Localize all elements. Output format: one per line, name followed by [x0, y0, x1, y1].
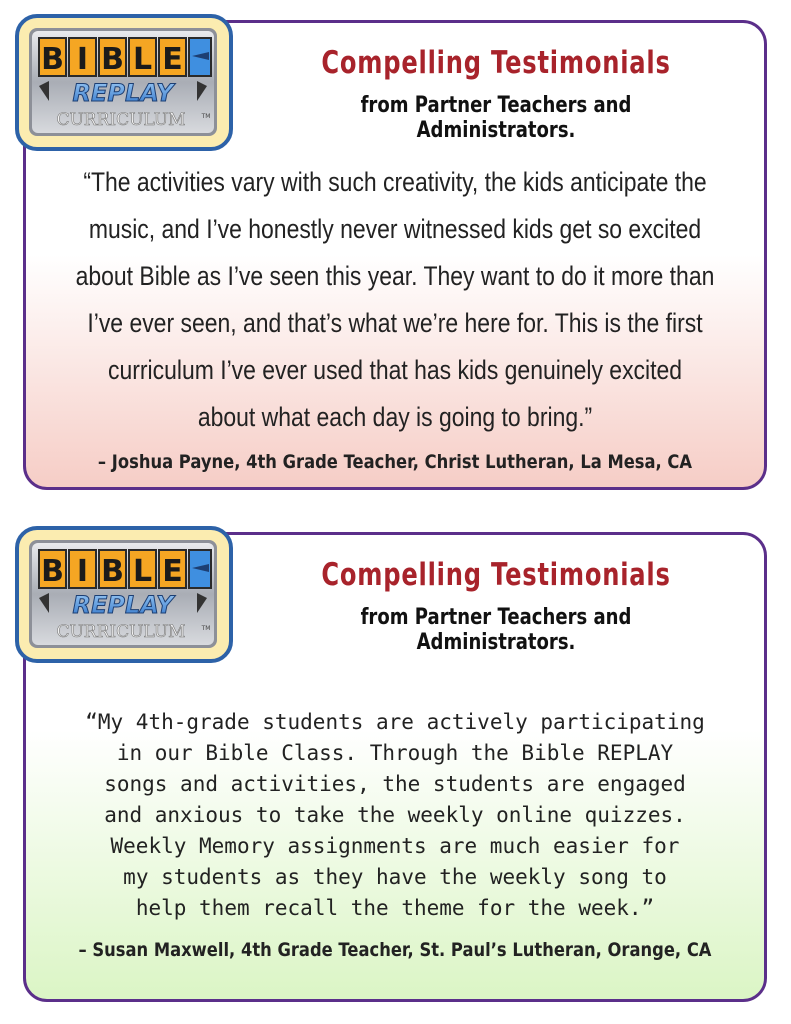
logo-letter: I — [76, 42, 89, 77]
logo-curriculum-text: CURRICULUM — [56, 622, 186, 642]
logo-letter: B — [41, 554, 64, 589]
logo-letter: B — [101, 42, 124, 77]
logo-letter: B — [101, 554, 124, 589]
logo-trademark: TM — [201, 625, 211, 632]
quote-line: Weekly Memory assignments are much easier for — [110, 834, 680, 858]
logo-letter: E — [162, 554, 183, 589]
bible-replay-logo-graphic — [27, 26, 221, 140]
bible-replay-logo-graphic — [27, 538, 221, 652]
quote-line: curriculum I’ve ever used that has kids genuinely excited — [107, 355, 683, 385]
testimonial-attribution: – Susan Maxwell, 4th Grade Teacher, St. Paul’s Lutheran, Orange, CA — [78, 939, 712, 961]
quote-line: “The activities vary with such creativity, the kids anticipate the — [83, 167, 707, 197]
quote-line: my students as they have the weekly song to — [123, 865, 667, 889]
testimonial-title: Compelling Testimonials — [321, 45, 671, 81]
quote-line: help them recall the theme for the week.” — [135, 896, 655, 920]
testimonial-title: Compelling Testimonials — [321, 557, 671, 593]
logo-letter: E — [162, 42, 183, 77]
testimonial-card-1 — [23, 20, 767, 490]
testimonial-card-2 — [23, 532, 767, 1002]
quote-line: about Bible as I’ve seen this year. They want to do it more than — [75, 261, 715, 291]
testimonial-attribution: – Joshua Payne, 4th Grade Teacher, Christ Lutheran, La Mesa, CA — [97, 451, 693, 473]
logo-trademark: TM — [201, 113, 211, 120]
bible-replay-logo — [15, 526, 233, 663]
bible-replay-logo — [15, 14, 233, 151]
logo-replay-text: REPLAY — [72, 79, 174, 107]
logo-letter: B — [41, 42, 64, 77]
testimonial-subtitle: from Partner Teachers and Administrators. — [360, 605, 632, 655]
quote-line: music, and I’ve honestly never witnessed kids get so excited — [88, 214, 702, 244]
logo-letter: L — [132, 42, 153, 77]
logo-letter: L — [132, 554, 153, 589]
quote-line: in our Bible Class. Through the Bible REPLAY — [116, 741, 674, 765]
logo-curriculum-text: CURRICULUM — [56, 110, 186, 130]
quote-line: about what each day is going to bring.” — [197, 402, 593, 432]
testimonial-quote — [26, 707, 764, 924]
logo-replay-text: REPLAY — [72, 591, 174, 619]
quote-line: “My 4th-grade students are actively participating — [85, 710, 705, 734]
testimonial-subtitle: from Partner Teachers and Administrators. — [360, 93, 632, 143]
testimonial-quote — [56, 159, 734, 441]
logo-letter: I — [76, 554, 89, 589]
quote-line: songs and activities, the students are engaged — [104, 772, 686, 796]
quote-line: I’ve ever seen, and that’s what we’re here for. This is the first — [87, 308, 703, 338]
quote-line: and anxious to take the weekly online quizzes. — [104, 803, 686, 827]
